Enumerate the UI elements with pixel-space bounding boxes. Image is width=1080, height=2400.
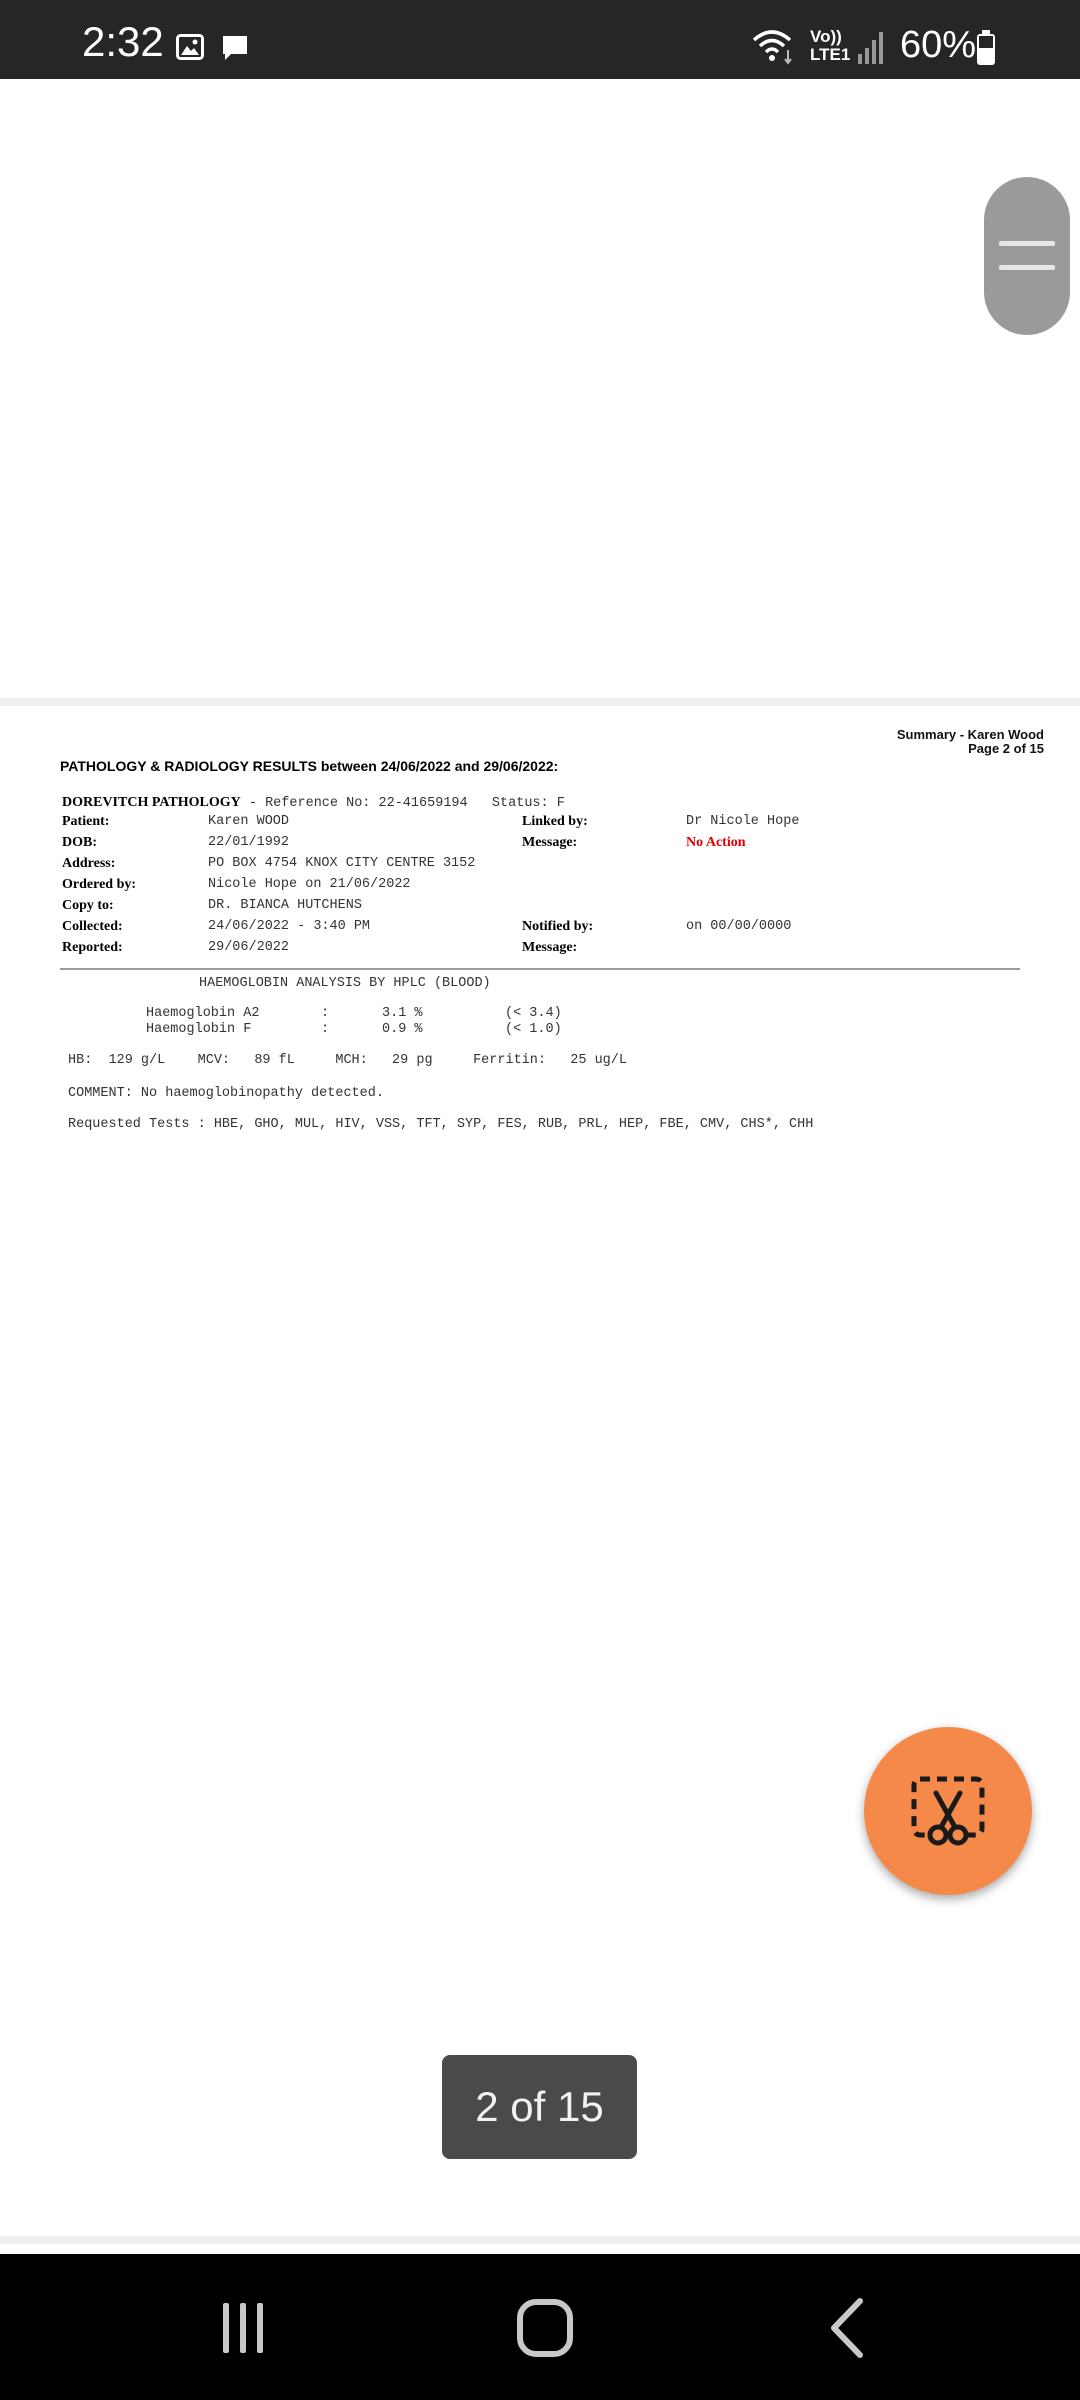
gallery-icon bbox=[176, 34, 204, 60]
section-title: HAEMOGLOBIN ANALYSIS BY HPLC (BLOOD) bbox=[199, 976, 491, 991]
status-time: 2:32 bbox=[82, 18, 164, 65]
volte-line-2: LTE1 bbox=[810, 45, 851, 64]
dob-value: 22/01/1992 bbox=[208, 835, 290, 850]
reference-line: - Reference No: 22-41659194 Status: F bbox=[240, 796, 565, 811]
result-sep: : bbox=[321, 1006, 330, 1021]
scroll-handle[interactable] bbox=[984, 177, 1070, 335]
battery-icon bbox=[976, 30, 996, 66]
result-value: 0.9 % bbox=[382, 1022, 423, 1037]
recents-icon[interactable] bbox=[188, 2291, 298, 2365]
lab-name: DOREVITCH PATHOLOGY bbox=[62, 795, 241, 810]
page-separator bbox=[0, 698, 1080, 706]
notified-label: Notified by: bbox=[522, 919, 594, 934]
battery-percent: 60% bbox=[900, 24, 977, 66]
lab-header bbox=[62, 793, 565, 811]
ordered-label: Ordered by: bbox=[62, 877, 137, 892]
navigation-bar bbox=[0, 2254, 1080, 2400]
reported-value: 29/06/2022 bbox=[208, 940, 290, 955]
patient-label: Patient: bbox=[62, 814, 110, 829]
volte-line-1: Vo)) bbox=[810, 27, 842, 46]
wifi-icon bbox=[752, 28, 796, 66]
message-value: No Action bbox=[686, 835, 746, 850]
handle-line bbox=[999, 265, 1055, 270]
copy-value: DR. BIANCA HUTCHENS bbox=[208, 898, 362, 913]
handle-line bbox=[999, 241, 1055, 246]
screenshot-crop-icon bbox=[908, 1771, 988, 1851]
divider-rule bbox=[60, 968, 1020, 970]
requested-tests: Requested Tests : HBE, GHO, MUL, HIV, VSS, TFT, SYP, FES, RUB, PRL, HEP, FBE, CMV, CHS*, CHH bbox=[68, 1117, 814, 1132]
address-value: PO BOX 4754 KNOX CITY CENTRE 3152 bbox=[208, 856, 476, 871]
result-range: (< 3.4) bbox=[505, 1006, 562, 1021]
summary-name: Summary - Karen Wood bbox=[896, 727, 1044, 742]
screenshot-crop-button[interactable] bbox=[864, 1727, 1032, 1895]
linked-label: Linked by: bbox=[522, 814, 588, 829]
page-indicator: 2 of 15 bbox=[442, 2055, 637, 2159]
back-icon[interactable] bbox=[792, 2291, 902, 2365]
page-separator bbox=[0, 2236, 1080, 2244]
notified-value: on 00/00/0000 bbox=[686, 919, 792, 934]
copy-label: Copy to: bbox=[62, 898, 114, 913]
result-value: 3.1 % bbox=[382, 1006, 423, 1021]
comment-line: COMMENT: No haemoglobinopathy detected. bbox=[68, 1086, 384, 1101]
document-page bbox=[0, 706, 1080, 2236]
status-bar bbox=[0, 0, 1080, 79]
address-label: Address: bbox=[62, 856, 116, 871]
home-icon[interactable] bbox=[490, 2291, 600, 2365]
volte-indicator bbox=[810, 28, 850, 64]
linked-value: Dr Nicole Hope bbox=[686, 814, 800, 829]
reported-label: Reported: bbox=[62, 940, 123, 955]
document-title: PATHOLOGY & RADIOLOGY RESULTS between 24/06/2022 and 29/06/2022: bbox=[60, 758, 559, 774]
ordered-value: Nicole Hope on 21/06/2022 bbox=[208, 877, 411, 892]
summary-page: Page 2 of 15 bbox=[968, 741, 1044, 756]
collected-value: 24/06/2022 - 3:40 PM bbox=[208, 919, 371, 934]
message-label: Message: bbox=[522, 835, 578, 850]
patient-value: Karen WOOD bbox=[208, 814, 290, 829]
result-name: Haemoglobin F bbox=[146, 1022, 252, 1037]
signal-icon bbox=[856, 28, 886, 66]
dob-label: DOB: bbox=[62, 835, 97, 850]
message-icon bbox=[220, 33, 250, 63]
message2-label: Message: bbox=[522, 940, 578, 955]
result-sep: : bbox=[321, 1022, 330, 1037]
collected-label: Collected: bbox=[62, 919, 123, 934]
indices-line: HB: 129 g/L MCV: 89 fL MCH: 29 pg Ferritin: 25 ug/L bbox=[68, 1053, 627, 1068]
result-name: Haemoglobin A2 bbox=[146, 1006, 260, 1021]
result-range: (< 1.0) bbox=[505, 1022, 562, 1037]
